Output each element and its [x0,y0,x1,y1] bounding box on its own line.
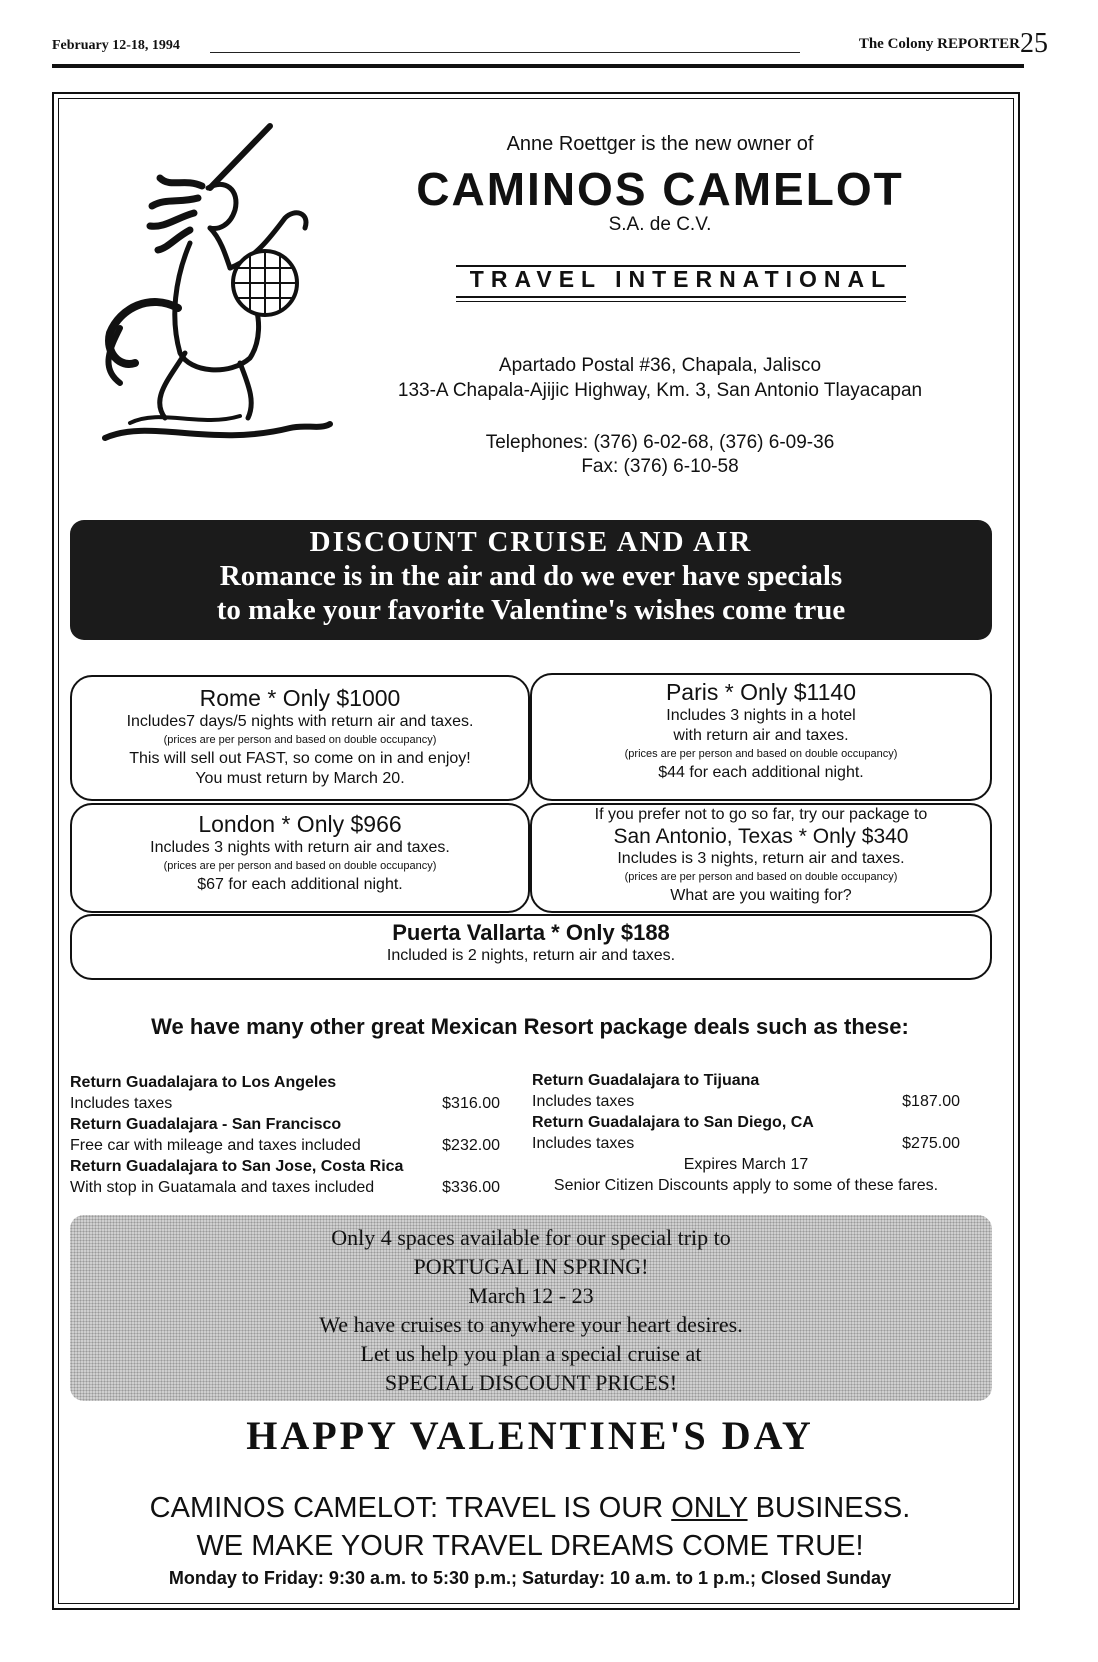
fare-detail: Includes taxes [70,1095,173,1112]
tagline [60,1492,1000,1525]
deal-line: Includes is 3 nights, return air and taxes. [617,850,905,867]
deal-line: Includes 3 nights in a hotel [666,707,856,724]
travel-rule-bottom-thin [456,301,906,302]
deal-line: Includes 3 nights with return air and taxes. [150,839,450,856]
deal-note: (prices are per person and based on double occupancy) [163,860,437,872]
fare-route: Return Guadalajara to San Diego, CA [532,1114,814,1131]
special-line: We have cruises to anywhere your heart desires. [319,1312,743,1337]
fare-row [70,1135,500,1156]
deal-puerto-vallarta [70,914,992,980]
deal-note: (prices are per person and based on double occupancy) [163,734,437,746]
paper-name: The Colony REPORTER [858,36,1020,52]
address-street: 133-A Chapala-Ajijic Highway, Km. 3, San Antonio Tlayacapan [397,380,923,401]
fares-expiry: Expires March 17 [683,1156,809,1173]
tagline-post: BUSINESS. [747,1492,911,1524]
fare-price: $336.00 [442,1179,500,1196]
deal-title: Paris * Only $1140 [665,679,857,705]
special-line: PORTUGAL IN SPRING! [413,1254,649,1279]
fare-route: Return Guadalajara - San Francisco [70,1116,342,1133]
banner-heading: DISCOUNT CRUISE AND AIR [309,526,753,558]
resort-deals-heading: We have many other great Mexican Resort package deals such as these: [151,1014,909,1039]
owner-line: Anne Roettger is the new owner of [506,133,814,155]
fare-route: Return Guadalajara to Tijuana [532,1072,760,1089]
fare-row [70,1177,500,1198]
fare-detail: Includes taxes [532,1135,635,1152]
masthead-thick-rule [52,64,1024,68]
deal-title: Puerta Vallarta * Only $188 [392,920,670,945]
fare-row [532,1091,960,1112]
travel-international: TRAVEL INTERNATIONAL [469,266,893,292]
deal-intro: If you prefer not to go so far, try our package to [594,806,928,823]
deal-note: (prices are per person and based on double occupancy) [624,871,898,883]
fare-route: Return Guadalajara to Los Angeles [70,1074,337,1091]
deal-title: London * Only $966 [198,811,402,837]
deal-line: Included is 2 nights, return air and taxes. [386,947,676,964]
special-line: March 12 - 23 [468,1283,594,1308]
valentine-heading: HAPPY VALENTINE'S DAY [246,1413,814,1458]
deal-title: San Antonio, Texas * Only $340 [613,825,909,848]
deal-line: This will sell out FAST, so come on in and enjoy! [129,750,471,767]
fare-row [532,1133,960,1154]
deal-san-antonio [530,803,992,913]
deal-line: $44 for each additional night. [658,764,864,781]
discount-banner [70,520,992,640]
brand-name: CAMINOS CAMELOT [416,163,904,215]
tagline-2: WE MAKE YOUR TRAVEL DREAMS COME TRUE! [196,1530,864,1562]
fare-detail: With stop in Guatamala and taxes included [70,1179,375,1196]
special-line: Only 4 spaces available for our special trip to [331,1225,731,1250]
senior-discount-note: Senior Citizen Discounts apply to some of these fares. [553,1177,939,1194]
deal-line: You must return by March 20. [195,770,405,787]
deal-rome [70,675,530,801]
fares-right-column [532,1070,960,1196]
fax: Fax: (376) 6-10-58 [581,456,739,477]
banner-line-2: Romance is in the air and do we ever have specials [219,560,843,592]
fare-route: Return Guadalajara to San Jose, Costa Rica [70,1158,404,1175]
deal-line: $67 for each additional night. [197,876,403,893]
fare-price: $187.00 [902,1093,960,1110]
deal-paris [530,673,992,801]
unicorn-illustration [90,118,340,478]
company-suffix: S.A. de C.V. [608,214,712,235]
masthead-rule [210,52,800,53]
deal-line: with return air and taxes. [673,727,849,744]
fare-price: $316.00 [442,1095,500,1112]
page-number: 25 [1020,28,1048,59]
deal-note: (prices are per person and based on double occupancy) [624,748,898,760]
issue-date: February 12-18, 1994 [52,38,180,53]
deal-line: What are you waiting for? [670,887,852,904]
travel-rule-bottom [456,296,906,298]
fare-price: $232.00 [442,1137,500,1154]
banner-line-3: to make your favorite Valentine's wishes come true [216,594,846,626]
business-hours: Monday to Friday: 9:30 a.m. to 5:30 p.m.; Saturday: 10 a.m. to 1 p.m.; Closed Sunday [168,1568,892,1588]
fare-detail: Includes taxes [532,1093,635,1110]
deal-title: Rome * Only $1000 [199,685,401,711]
address-postal: Apartado Postal #36, Chapala, Jalisco [498,355,822,376]
special-line: Let us help you plan a special cruise at [360,1341,702,1366]
tagline-emph: ONLY [671,1492,748,1524]
fare-row [70,1093,500,1114]
deal-line: Includes7 days/5 nights with return air and taxes. [126,713,474,730]
telephones: Telephones: (376) 6-02-68, (376) 6-09-36 [485,432,835,453]
fare-price: $275.00 [902,1135,960,1152]
fare-detail: Free car with mileage and taxes included [70,1137,361,1154]
deal-london [70,803,530,913]
special-line: SPECIAL DISCOUNT PRICES! [384,1370,678,1395]
tagline-pre: CAMINOS CAMELOT: TRAVEL IS OUR [149,1492,672,1524]
portugal-special-box [70,1215,992,1401]
fares-left-column [70,1072,500,1198]
